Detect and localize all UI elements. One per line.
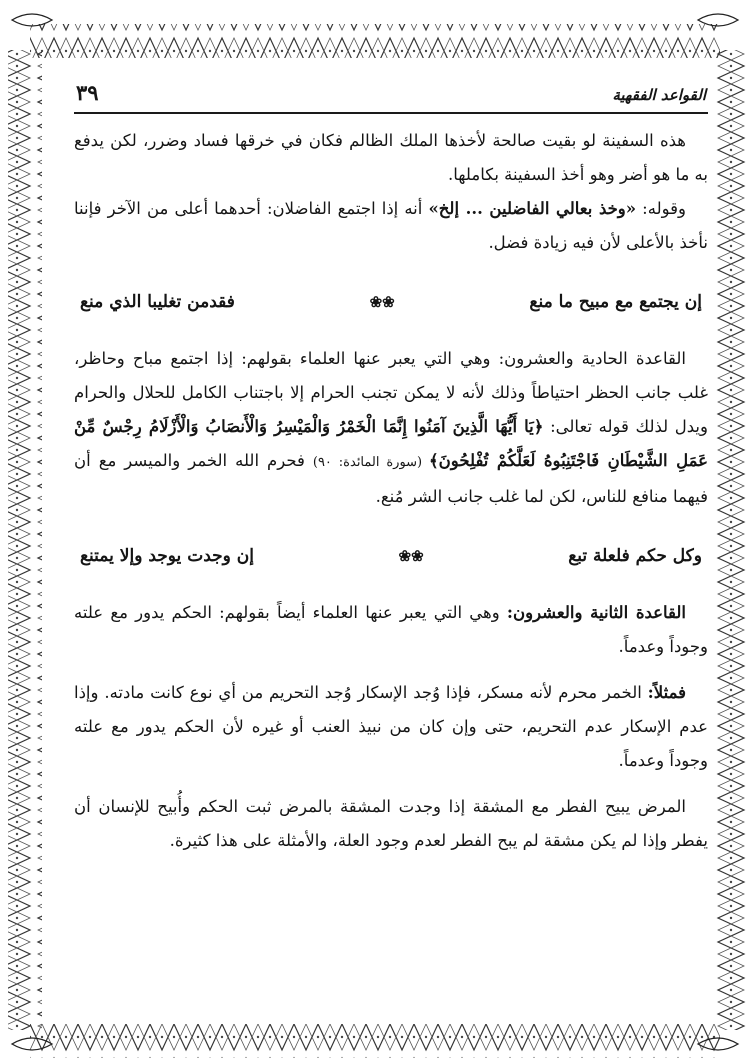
verse-hemistich-right: وكل حكم فلعلة تبع [568,546,702,566]
page-number: ٣٩ [76,80,99,105]
verse-line-2 [74,538,708,574]
paragraph-ship: هذه السفينة لو بقيت صالحة لأخذها الملك الظالم فكان في خرقها فساد وضرر، لكن يدفع به ما هو أضر وهو أخذ السفينة بكاملها. [74,131,708,184]
example-text: الخمر محرم لأنه مسكر، فإذا وُجد الإسكار وُجد التحريم من أي نوع كانت مادته. وإذا عدم الإسكار عدم التحريم، حتى وإن كان من نبيذ العنب أو غيره لأن الحكم يدور مع علته وجوداً وعدماً. [74,683,708,770]
paragraph-example-wine [74,676,708,778]
verse-line-1 [74,284,708,320]
verse-hemistich-left: إن وجدت يوجد وإلا يمتنع [80,546,254,566]
verse-separator-icon: ❀❀ [369,293,395,311]
verse-hemistich-right: إن يجتمع مع مبيح ما منع [529,292,702,312]
quoted-verse: «وخذ بعالي الفاضلين ... إلخ» [428,199,637,218]
paragraph-prefix: وقوله: [636,199,686,218]
running-title: القواعد الفقهية [612,86,706,104]
paragraph-virtues [74,192,708,260]
quran-verse: ﴿يَا أَيُّهَا الَّذِينَ آمَنُوا إِنَّمَا الْخَمْرُ وَالْمَيْسِرُ وَالْأَنصَابُ وَالْأَزْلَامُ رِجْسٌ مِّنْ عَمَلِ الشَّيْطَانِ فَاجْتَنِبُوهُ لَعَلَّكُمْ تُفْلِحُونَ﴾ [74,417,708,470]
verse-separator-icon: ❀❀ [398,547,424,565]
rule-text: وهي التي يعبر عنها العلماء أيضاً بقولهم: الحكم يدور مع علته وجوداً وعدماً. [74,603,708,656]
rule-text-continued: فحرم الله الخمر والميسر مع أن فيهما منافع للناس، لكن لما غلب جانب الشر مُنع. [74,451,708,506]
paragraph-example-illness: المرض يبيح الفطر مع المشقة إذا وجدت المشقة بالمرض ثبت الحكم وأُبيح للإنسان أن يفطر وإذا لم يكن مشقة لم يبح الفطر لعدم وجود العلة، والأمثلة على هذا كثيرة. [74,797,708,850]
book-page [74,76,708,1016]
surah-reference: (سورة المائدة: ٩٠) [312,455,430,470]
example-label: فمثلاً: [647,683,686,702]
rule-text: القاعدة الحادية والعشرون: وهي التي يعبر عنها العلماء بقولهم: إذا اجتمع مباح وحاظر، غلب جانب الحظر احتياطاً وذلك لأنه لا يمكن تجنب الحرام إلا باجتناب الكامل للحلال والحرام ويدل لذلك قوله تعالى: [74,349,708,436]
rule-title: القاعدة الثانية والعشرون: [506,603,687,622]
page-header [74,76,708,114]
verse-hemistich-left: فقدمن تغليبا الذي منع [80,292,235,312]
paragraph-rule-21 [74,342,708,514]
paragraph-rule-22 [74,596,708,664]
page-body [74,114,708,858]
paragraph-text: أنه إذا اجتمع الفاضلان: أحدهما أعلى من الآخر فإننا نأخذ بالأعلى لأن فيه زيادة فضل. [74,199,708,252]
